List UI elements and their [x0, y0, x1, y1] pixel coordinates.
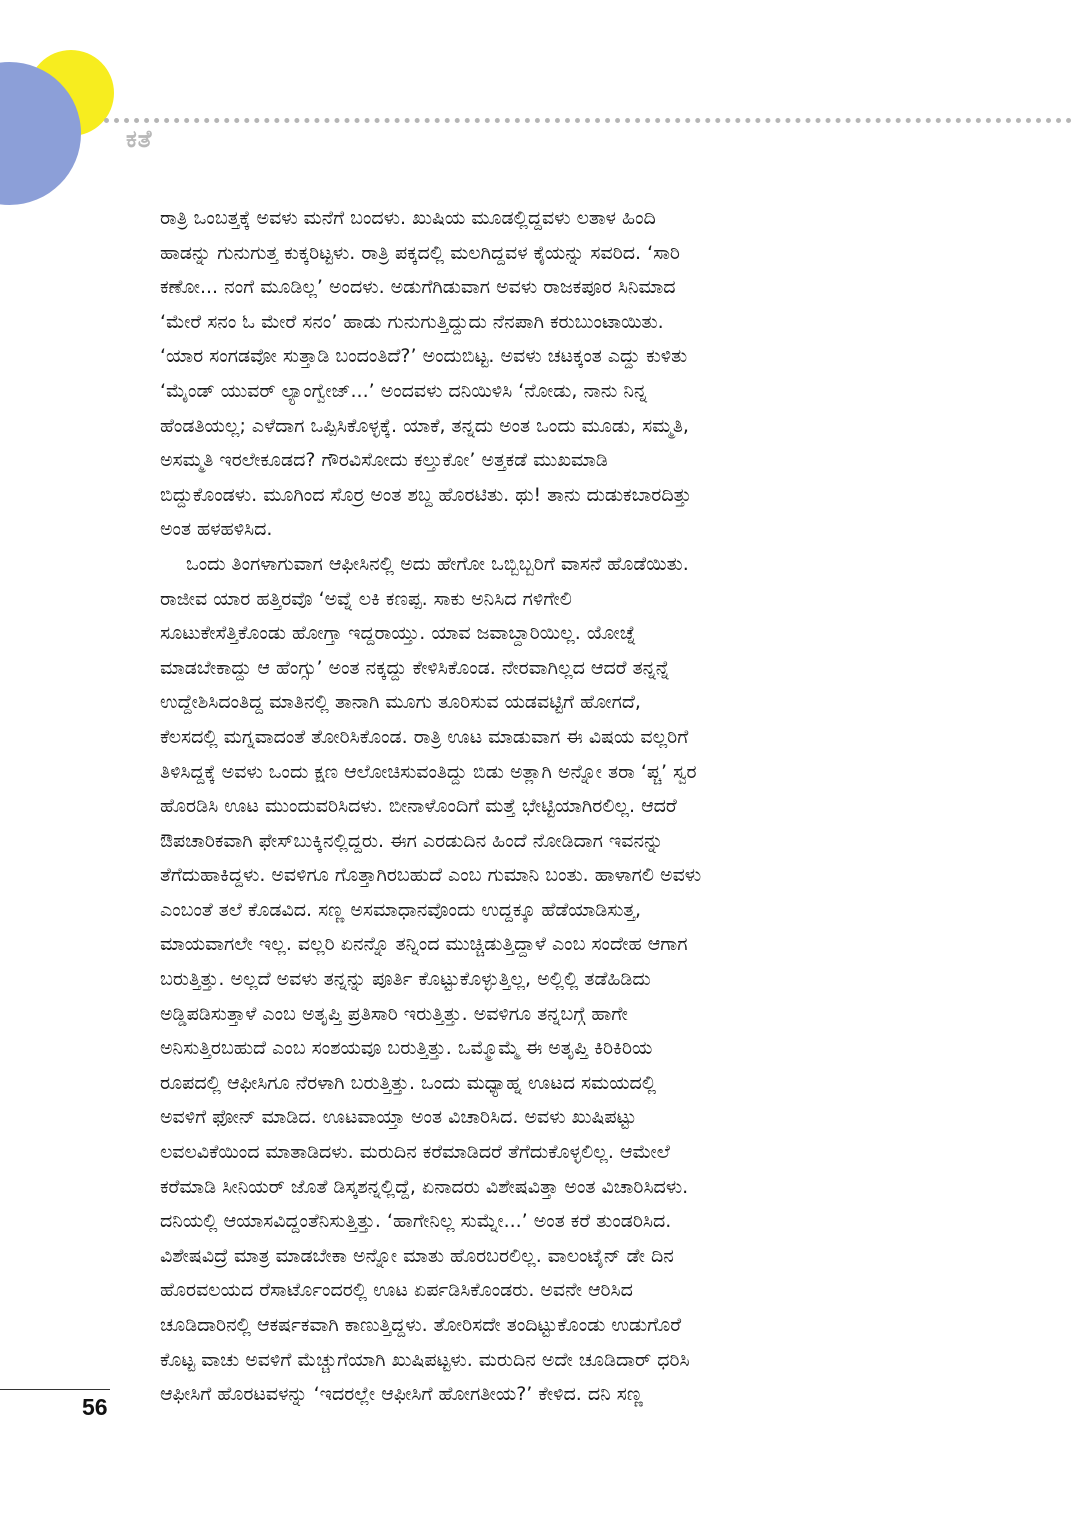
text-line: ಎಂಬಂತೆ ತಲೆ ಕೊಡವಿದ. ಸಣ್ಣ ಅಸಮಾಧಾನವೊಂದು ಉದ್ದಕ್ಕೂ ಹೆಡೆಯಾಡಿಸುತ್ತ, — [160, 898, 642, 921]
section-label: ಕತೆ — [126, 125, 153, 153]
text-line: ಮಾಡಬೇಕಾದ್ದು ಆ ಹೆಂಗ್ಸು’ ಅಂತ ನಕ್ಕದ್ದು ಕೇಳಿಸಿಕೊಂಡ. ನೇರವಾಗಿಲ್ಲದ ಆದರೆ ತನ್ನನ್ನೆ — [160, 656, 670, 679]
text-line: ಅಂತ ಹಳಹಳಿಸಿದ. — [160, 518, 273, 541]
footer-rule — [0, 1389, 110, 1390]
text-line: ಔಪಚಾರಿಕವಾಗಿ ಫೇಸ್‌ಬುಕ್ಕಿನಲ್ಲಿದ್ದರು. ಈಗ ಎರಡುದಿನ ಹಿಂದೆ ನೋಡಿದಾಗ ಇವನನ್ನು — [160, 829, 664, 852]
text-line: ಮಾಯವಾಗಲೇ ಇಲ್ಲ. ವಲ್ಲರಿ ಏನನ್ನೊ ತನ್ನಿಂದ ಮುಚ್ಚಿಡುತ್ತಿದ್ದಾಳೆ ಎಂಬ ಸಂದೇಹ ಆಗಾಗ — [160, 933, 688, 956]
text-line: ಅಡ್ಡಿಪಡಿಸುತ್ತಾಳೆ ಎಂಬ ಅತೃಪ್ತಿ ಪ್ರತಿಸಾರಿ ಇರುತ್ತಿತ್ತು. ಅವಳಿಗೂ ತನ್ನಬಗ್ಗೆ ಹಾಗೇ — [160, 1002, 628, 1025]
text-line: ರಾಜೀವ ಯಾರ ಹತ್ತಿರವೊ ‘ಅವ್ನೆ ಲಕಿ ಕಣಪ್ಪ. ಸಾಕು ಅನಿಸಿದ ಗಳಿಗೇಲಿ — [160, 587, 572, 610]
text-line: ವಿಶೇಷವಿದ್ರೆ ಮಾತ್ರ ಮಾಡಬೇಕಾ ಅನ್ನೋ ಮಾತು ಹೊರಬರಲಿಲ್ಲ. ವಾಲಂಟೈನ್ ಡೇ ದಿನ — [160, 1244, 674, 1267]
text-line: ತೆಗೆದುಹಾಕಿದ್ದಳು. ಅವಳಿಗೂ ಗೊತ್ತಾಗಿರಬಹುದೆ ಎಂಬ ಗುಮಾನಿ ಬಂತು. ಹಾಳಾಗಲಿ ಅವಳು — [160, 864, 702, 887]
text-line: ರಾತ್ರಿ ಒಂಬತ್ತಕ್ಕೆ ಅವಳು ಮನೆಗೆ ಬಂದಳು. ಖುಷಿಯ ಮೂಡಲ್ಲಿದ್ದವಳು ಲತಾಳ ಹಿಂದಿ — [160, 207, 656, 229]
text-line: ಹೊರಡಿಸಿ ಊಟ ಮುಂದುವರಿಸಿದಳು. ಬೀನಾಳೊಂದಿಗೆ ಮತ್ತೆ ಭೇಟ್ಟಿಯಾಗಿರಲಿಲ್ಲ. ಆದರೆ — [160, 795, 677, 818]
text-line: ಸೂಟುಕೇಸೆತ್ತಿಕೊಂಡು ಹೋಗ್ತಾ ಇದ್ದರಾಯ್ತು. ಯಾವ ಜವಾಬ್ದಾರಿಯಿಲ್ಲ. ಯೋಚ್ನೆ — [160, 622, 636, 645]
text-line: ಕೆಲಸದಲ್ಲಿ ಮಗ್ನವಾದಂತೆ ತೋರಿಸಿಕೊಂಡ. ರಾತ್ರಿ ಊಟ ಮಾಡುವಾಗ ಈ ವಿಷಯ ವಲ್ಲರಿಗೆ — [160, 725, 689, 748]
story-text — [160, 201, 920, 1412]
text-line: ಅಸಮ್ಮತಿ ಇರಲೇಕೂಡದ? ಗೌರವಿಸೋದು ಕಲ್ತುಕೋ’ ಅತ್ತಕಡೆ ಮುಖಮಾಡಿ — [160, 449, 608, 472]
text-line: ಹೆಂಡತಿಯಲ್ಲ; ಎಳೆದಾಗ ಒಪ್ಪಿಸಿಕೊಳ್ಳಕ್ಕೆ. ಯಾಕೆ, ತನ್ನದು ಅಂತ ಒಂದು ಮೂಡು, ಸಮ್ಮತಿ, — [160, 414, 689, 437]
text-line: ‘ಮೇರೆ ಸನಂ ಓ ಮೇರೆ ಸನಂ’ ಹಾಡು ಗುನುಗುತ್ತಿದ್ದುದು ನೆನಪಾಗಿ ಕರುಬುಂಟಾಯಿತು. — [160, 310, 664, 333]
text-line: ಉದ್ದೇಶಿಸಿದಂತಿದ್ದ ಮಾತಿನಲ್ಲಿ ತಾನಾಗಿ ಮೂಗು ತೂರಿಸುವ ಯಡವಟ್ಟಿಗೆ ಹೋಗದೆ, — [160, 691, 641, 714]
text-line: ಬರುತ್ತಿತ್ತು. ಅಲ್ಲದೆ ಅವಳು ತನ್ನನ್ನು ಪೂರ್ತಿ ಕೊಟ್ಟುಕೊಳ್ಳುತ್ತಿಲ್ಲ, ಅಲ್ಲಿಲ್ಲಿ ತಡೆಹಿಡಿದು — [160, 968, 651, 991]
text-line: ‘ಮೈಂಡ್ ಯುವರ್ ಲ್ಯಾಂಗ್ವೇಜ್...’ ಅಂದವಳು ದನಿಯಿಳಿಸಿ ‘ನೋಡು, ನಾನು ನಿನ್ನ — [160, 379, 648, 402]
text-line: ಕರೆಮಾಡಿ ಸೀನಿಯರ್ ಜೊತೆ ಡಿಸ್ಕಶನ್ನಲ್ಲಿದ್ದೆ, ಏನಾದರು ವಿಶೇಷವಿತ್ತಾ ಅಂತ ವಿಚಾರಿಸಿದಳು. — [160, 1175, 689, 1198]
text-line: ಹೊರವಲಯದ ರೆಸಾರ್ಟೊಂದರಲ್ಲಿ ಊಟ ಏರ್ಪಡಿಸಿಕೊಂಡರು. ಅವನೇ ಆರಿಸಿದ — [160, 1279, 633, 1302]
text-line: ಲವಲವಿಕೆಯಿಂದ ಮಾತಾಡಿದಳು. ಮರುದಿನ ಕರೆಮಾಡಿದರೆ ತೆಗೆದುಕೊಳ್ಳಲಿಲ್ಲ. ಆಮೇಲೆ — [160, 1141, 670, 1164]
text-line: ತಿಳಿಸಿದ್ದಕ್ಕೆ ಅವಳು ಒಂದು ಕ್ಷಣ ಆಲೋಚಿಸುವಂತಿದ್ದು ಬಿಡು ಅತ್ಲಾಗಿ ಅನ್ನೋ ತರಾ ‘ಪ್ಚ’ ಸ್ವರ — [160, 760, 697, 783]
text-line: ದನಿಯಲ್ಲಿ ಆಯಾಸವಿದ್ದಂತೆನಿಸುತ್ತಿತ್ತು. ‘ಹಾಗೇನಿಲ್ಲ ಸುಮ್ನೇ...’ ಅಂತ ಕರೆ ತುಂಡರಿಸಿದ. — [160, 1210, 672, 1233]
text-line: ಆಫೀಸಿಗೆ ಹೊರಟವಳನ್ನು ‘ಇದರಲ್ಲೇ ಆಫೀಸಿಗೆ ಹೋಗತೀಯ?’ ಕೇಳಿದ. ದನಿ ಸಣ್ಣ — [160, 1383, 643, 1406]
paragraph-start-line: ಒಂದು ತಿಂಗಳಾಗುವಾಗ ಆಫೀಸಿನಲ್ಲಿ ಅದು ಹೇಗೋ ಒಬ್ಬಿಬ್ಬರಿಗೆ ವಾಸನೆ ಹೊಡೆಯಿತು. — [186, 552, 689, 575]
text-line: ಕೊಟ್ಟ ವಾಚು ಅವಳಿಗೆ ಮೆಚ್ಚುಗೆಯಾಗಿ ಖುಷಿಪಟ್ಟಳು. ಮರುದಿನ ಅದೇ ಚೂಡಿದಾರ್ ಧರಿಸಿ — [160, 1348, 690, 1371]
text-line: ಕಣೋ... ನಂಗೆ ಮೂಡಿಲ್ಲ’ ಅಂದಳು. ಅಡುಗೆಗಿಡುವಾಗ ಅವಳು ರಾಜಕಪೂರ ಸಿನಿಮಾದ — [160, 276, 676, 299]
text-line: ರೂಪದಲ್ಲಿ ಆಫೀಸಿಗೂ ನೆರಳಾಗಿ ಬರುತ್ತಿತ್ತು. ಒಂದು ಮಧ್ಯಾಹ್ನ ಊಟದ ಸಮಯದಲ್ಲಿ — [160, 1071, 657, 1094]
text-line: ಹಾಡನ್ನು ಗುನುಗುತ್ತ ಕುಕ್ಕರಿಟ್ಟಳು. ರಾತ್ರಿ ಪಕ್ಕದಲ್ಲಿ ಮಲಗಿದ್ದವಳ ಕೈಯನ್ನು ಸವರಿದ. ‘ಸಾರಿ — [160, 241, 680, 264]
text-line: ಬಿದ್ದುಕೊಂಡಳು. ಮೂಗಿಂದ ಸೊರ್ರ ಅಂತ ಶಬ್ದ ಹೊರಟಿತು. ಥು! ತಾನು ದುಡುಕಬಾರದಿತ್ತು — [160, 483, 692, 506]
text-line: ‘ಯಾರ ಸಂಗಡವೋ ಸುತ್ತಾಡಿ ಬಂದಂತಿದೆ?’ ಅಂದುಬಿಟ್ಟ. ಅವಳು ಚಟಕ್ಕಂತ ಎದ್ದು ಕುಳಿತು — [160, 345, 688, 368]
text-line: ಚೂಡಿದಾರಿನಲ್ಲಿ ಆಕರ್ಷಕವಾಗಿ ಕಾಣುತ್ತಿದ್ದಳು. ತೋರಿಸದೇ ತಂದಿಟ್ಟುಕೊಂಡು ಉಡುಗೊರೆ — [160, 1314, 682, 1336]
text-line: ಅವಳಿಗೆ ಫೋನ್ ಮಾಡಿದ. ಊಟವಾಯ್ತಾ ಅಂತ ವಿಚಾರಿಸಿದ. ಅವಳು ಖುಷಿಪಟ್ಟು — [160, 1106, 637, 1129]
header-dotted-rule — [104, 118, 1072, 123]
text-line: ಅನಿಸುತ್ತಿರಬಹುದೆ ಎಂಬ ಸಂಶಯವೂ ಬರುತ್ತಿತ್ತು. ಒಮ್ಮೊಮ್ಮೆ ಈ ಅತೃಪ್ತಿ ಕಿರಿಕಿರಿಯ — [160, 1037, 653, 1060]
page-number: 56 — [82, 1394, 108, 1420]
